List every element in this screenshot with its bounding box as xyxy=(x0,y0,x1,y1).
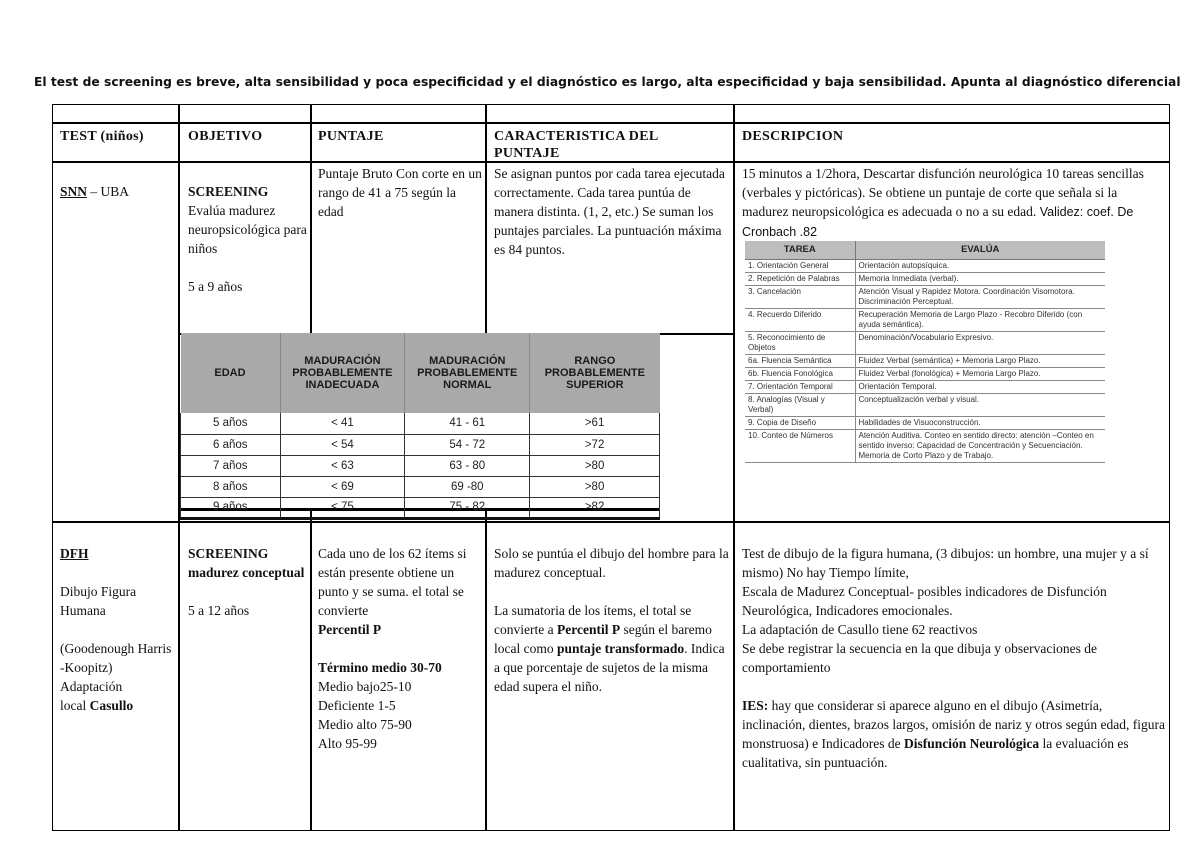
row-divider xyxy=(52,122,1170,124)
header-objetivo: OBJETIVO xyxy=(188,129,263,144)
dfh-puntaje-termino: Término medio 30-70 xyxy=(318,660,442,675)
text-span: hay que considerar si aparece alguno en el dibujo (Asimetría, inclinación, dientes, brazos largos, omisión de nariz y otros según edad, figura monstruosa) e Indicadores de xyxy=(742,698,1166,751)
col-divider xyxy=(310,508,312,831)
table-cell: 2. Repetición de Palabras xyxy=(745,272,855,285)
table-cell: 7 años xyxy=(181,455,281,476)
table-cell: >80 xyxy=(530,455,660,476)
table-row xyxy=(745,393,1105,416)
table-row xyxy=(745,259,1105,272)
dfh-test-local-line xyxy=(60,696,175,715)
snn-puntaje: Puntaje Bruto Con corte en un rango de 41 a 75 según la edad xyxy=(318,166,482,219)
text-span-bold: Percentil P xyxy=(556,622,621,637)
table-row xyxy=(745,354,1105,367)
table-cell: 8 años xyxy=(181,476,281,497)
table-row xyxy=(181,413,660,434)
table-cell: 9 años xyxy=(181,497,281,518)
dfh-caracteristica-cell xyxy=(494,544,730,696)
snn-test-cell xyxy=(60,182,175,201)
snn-objetivo-cell xyxy=(188,182,308,296)
dfh-puntaje-line: Medio alto 75-90 xyxy=(318,717,412,732)
table-cell: 10. Conteo de Números xyxy=(745,429,855,462)
snn-caracteristica: Se asignan puntos por cada tarea ejecutada correctamente. Cada tarea puntúa de manera distinta. (1, 2, etc.) Se suman los puntajes parciales. La puntuación máxima es 84 puntos. xyxy=(494,166,725,257)
dfh-descripcion-line: Se debe registrar la secuencia en la que dibuja y observaciones de comportamiento xyxy=(742,641,1097,675)
snn-objetivo-text: Evalúa madurez neuropsicológica para niños xyxy=(188,203,307,256)
table-row xyxy=(745,285,1105,308)
text-span: La sumatoria de los ítems, el total se convierte a xyxy=(494,603,692,637)
text-span-bold: Disfunción Neurológica xyxy=(903,736,1040,751)
table-cell: 4. Recuerdo Diferido xyxy=(745,308,855,331)
table-row xyxy=(745,367,1105,380)
dfh-objetivo-sub: madurez conceptual xyxy=(188,565,305,580)
table-cell: >61 xyxy=(530,413,660,434)
table-cell: 3. Cancelación xyxy=(745,285,855,308)
table-row xyxy=(745,380,1105,393)
text-span: según el baremo local como xyxy=(494,622,712,656)
table-cell: Conceptualización verbal y visual. xyxy=(855,393,1105,416)
dfh-descripcion-cell xyxy=(742,544,1167,772)
dfh-objetivo-cell xyxy=(188,544,308,620)
col-divider xyxy=(485,508,487,831)
table-cell: 8. Analogías (Visual y Verbal) xyxy=(745,393,855,416)
dfh-descripcion-line: Escala de Madurez Conceptual- posibles indicadores de Disfunción Neurológica, Indicadores emocionales. xyxy=(742,584,1107,618)
task-table-header: EVALÚA xyxy=(855,241,1105,259)
dfh-descripcion-line: Test de dibujo de la figura humana, (3 dibujos: un hombre, una mujer y a sí mismo) No hay Tiempo límite, xyxy=(742,546,1149,580)
col-divider xyxy=(485,104,487,334)
table-cell: Atención Auditiva. Conteo en sentido directo: atención –Conteo en sentido inverso: Capacidad de Concentración y Secuenciación. Memoria de Corto Plazo y de Trabajo. xyxy=(855,429,1105,462)
header-caracteristica: CARACTERISTICA DEL PUNTAJE xyxy=(494,129,658,161)
table-cell: 1. Orientación General xyxy=(745,259,855,272)
table-row xyxy=(745,272,1105,285)
dfh-ies xyxy=(742,696,1167,772)
row-divider xyxy=(52,521,1170,523)
dfh-caracteristica-1: Solo se puntúa el dibujo del hombre para la madurez conceptual. xyxy=(494,546,729,580)
header-test: TEST (niños) xyxy=(60,129,144,144)
table-cell: >82 xyxy=(530,497,660,518)
table-cell: Memoria Inmediata (verbal). xyxy=(855,272,1105,285)
table-cell: < 69 xyxy=(280,476,405,497)
table-cell: < 75 xyxy=(280,497,405,518)
snn-descripcion-validez: Validez: coef. De Cronbach .82 xyxy=(742,205,1134,239)
table-cell: 63 - 80 xyxy=(405,455,530,476)
snn-descripcion xyxy=(742,164,1167,242)
table-cell: Atención Visual y Rapidez Motora. Coordinación Visomotora. Discriminación Perceptual. xyxy=(855,285,1105,308)
dfh-test-casullo: Casullo xyxy=(89,698,134,713)
snn-test-name: SNN xyxy=(60,184,88,199)
table-cell: Orientación autopsíquica. xyxy=(855,259,1105,272)
header-descripcion: DESCRIPCION xyxy=(742,129,844,144)
dfh-puntaje-line: Deficiente 1-5 xyxy=(318,698,396,713)
table-cell: < 41 xyxy=(280,413,405,434)
dfh-puntaje-line: Alto 95-99 xyxy=(318,736,377,751)
dfh-descripcion-line: La adaptación de Casullo tiene 62 reactivos xyxy=(742,622,978,637)
table-cell: 41 - 61 xyxy=(405,413,530,434)
table-cell: 54 - 72 xyxy=(405,434,530,455)
table-cell: 5. Reconocimiento de Objetos xyxy=(745,331,855,354)
header-puntaje: PUNTAJE xyxy=(318,129,384,144)
age-range-table xyxy=(180,333,660,520)
age-table-header: RANGO PROBABLEMENTE SUPERIOR xyxy=(530,333,660,413)
snn-objetivo-age: 5 a 9 años xyxy=(188,279,243,294)
dfh-puntaje-cell xyxy=(318,544,483,753)
dfh-puntaje-text: Cada uno de los 62 ítems si están presente obtiene un punto y se suma. el total se convierte xyxy=(318,546,467,618)
table-cell: 9. Copia de Diseño xyxy=(745,416,855,429)
table-cell: 6a. Fluencia Semántica xyxy=(745,354,855,367)
dfh-caracteristica-2 xyxy=(494,601,730,696)
table-cell: Orientación Temporal. xyxy=(855,380,1105,393)
table-cell: Fluidez Verbal (semántica) + Memoria Largo Plazo. xyxy=(855,354,1105,367)
intro-text: El test de screening es breve, alta sensibilidad y poca especificidad y el diagnóstico es largo, alta especificidad y baja sensibilidad. Apunta al diagnóstico diferencial xyxy=(34,75,1181,89)
snn-descripcion-text: 15 minutos a 1/2hora, Descartar disfunción neurológica 10 tareas sencillas (verbales y pictóricas). Se obtiene un puntaje de corte que señala si la madurez neuropsicológica es adecuada o no a su edad. xyxy=(742,166,1144,219)
table-cell: < 54 xyxy=(280,434,405,455)
table-row xyxy=(181,497,660,518)
task-table xyxy=(745,241,1105,463)
dfh-puntaje-percentil: Percentil P xyxy=(318,622,382,637)
table-row xyxy=(181,455,660,476)
dfh-objetivo-title: SCREENING xyxy=(188,546,269,561)
table-cell: Habilidades de Visuoconstrucción. xyxy=(855,416,1105,429)
table-row xyxy=(745,429,1105,462)
dfh-test-local: local xyxy=(60,698,90,713)
table-cell: >72 xyxy=(530,434,660,455)
col-divider xyxy=(733,104,735,831)
table-row xyxy=(181,434,660,455)
dfh-test-full: Dibujo Figura Humana xyxy=(60,584,137,618)
table-cell: 5 años xyxy=(181,413,281,434)
table-row xyxy=(745,331,1105,354)
col-divider xyxy=(310,104,312,334)
table-row xyxy=(745,308,1105,331)
table-cell: Denominación/Vocabulario Expresivo. xyxy=(855,331,1105,354)
age-table-header: EDAD xyxy=(181,333,281,413)
dfh-test-authors: (Goodenough Harris -Koopitz) Adaptación xyxy=(60,641,172,694)
age-table-header: MADURACIÓN PROBABLEMENTE NORMAL xyxy=(405,333,530,413)
table-row xyxy=(745,416,1105,429)
snn-objetivo-title: SCREENING xyxy=(188,184,269,199)
text-span-bold: puntaje transformado xyxy=(556,641,685,656)
table-row xyxy=(181,476,660,497)
table-cell: 7. Orientación Temporal xyxy=(745,380,855,393)
dfh-test-name: DFH xyxy=(60,546,89,561)
ies-label: IES: xyxy=(742,698,769,713)
text-span: la evaluación es cualitativa, sin puntuación. xyxy=(742,736,1129,770)
dfh-test-cell xyxy=(60,544,175,715)
table-cell: 75 - 82 xyxy=(405,497,530,518)
table-cell: 6b. Fluencia Fonológica xyxy=(745,367,855,380)
table-cell: Fluidez Verbal (fonológica) + Memoria Largo Plazo. xyxy=(855,367,1105,380)
table-cell: 69 -80 xyxy=(405,476,530,497)
table-cell: < 63 xyxy=(280,455,405,476)
table-cell: Recuperación Memoria de Largo Plazo - Recobro Diferido (con ayuda semántica). xyxy=(855,308,1105,331)
table-cell: 6 años xyxy=(181,434,281,455)
table-cell: >80 xyxy=(530,476,660,497)
age-table-header: MADURACIÓN PROBABLEMENTE INADECUADA xyxy=(280,333,405,413)
snn-test-suffix: – UBA xyxy=(87,184,130,199)
task-table-header: TAREA xyxy=(745,241,855,259)
dfh-puntaje-line: Medio bajo25-10 xyxy=(318,679,412,694)
text-span: . Indica a que porcentaje de sujetos de la misma edad supera el niño. xyxy=(494,641,725,694)
dfh-objetivo-age: 5 a 12 años xyxy=(188,603,250,618)
